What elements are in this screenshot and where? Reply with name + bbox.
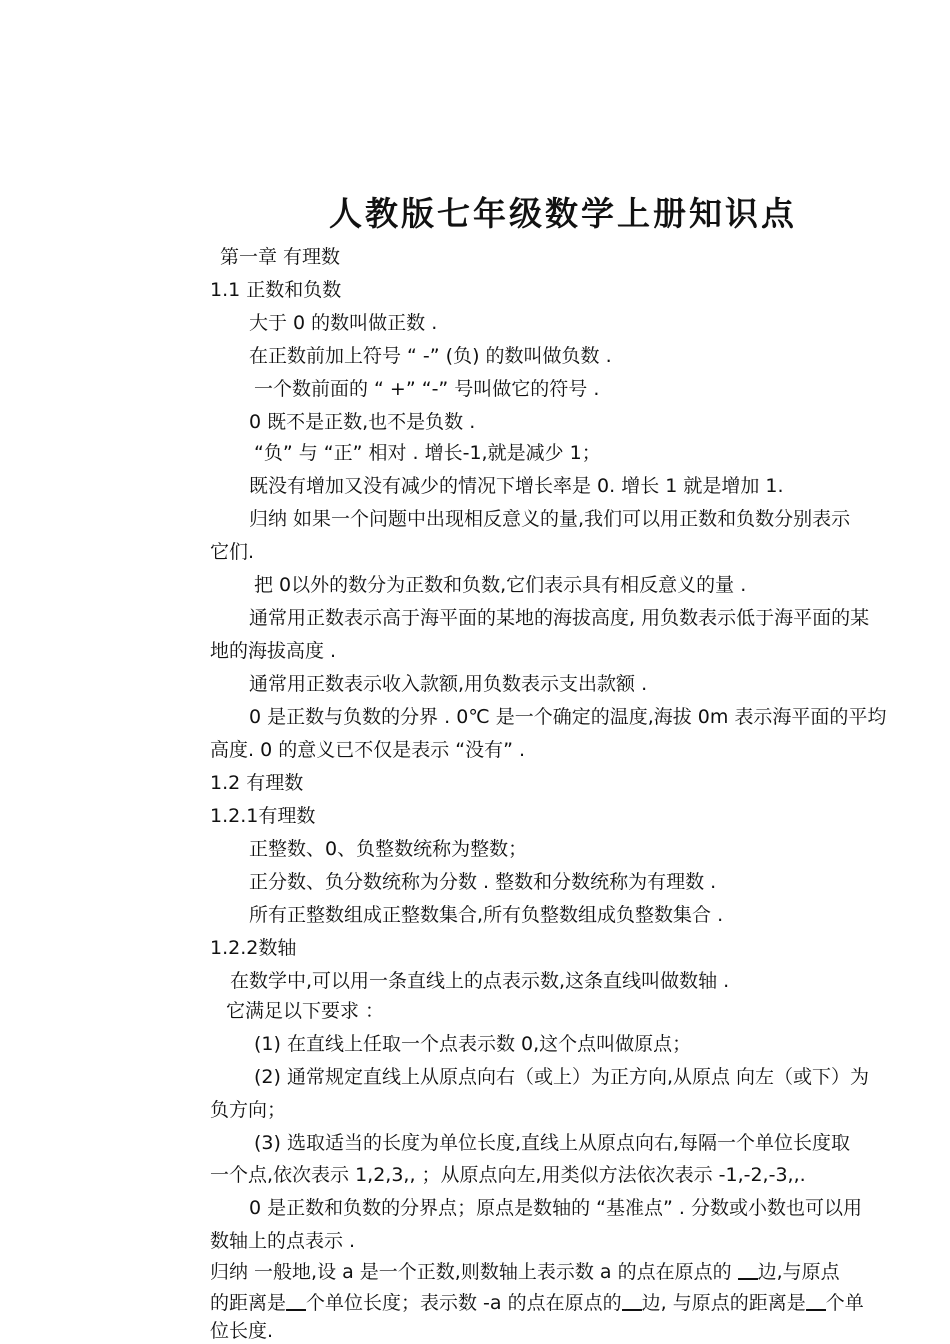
text-line: (1) 在直线上任取一个点表示数 0,这个点叫做原点；	[254, 1033, 692, 1055]
text-line: 0 是正数和负数的分界点；原点是数轴的 “基准点” . 分数或小数也可以用	[249, 1197, 862, 1219]
text-line: 在正数前加上符号 “ -” (负) 的数叫做负数 .	[249, 345, 612, 367]
text-line: 它满足以下要求 ：	[226, 1000, 385, 1022]
fill-blank	[806, 1291, 826, 1311]
text-line: (3) 选取适当的长度为单位长度,直线上从原点向右,每隔一个单位长度取	[254, 1132, 851, 1154]
chapter-heading: 第一章 有理数	[220, 246, 341, 268]
text-line: 通常用正数表示高于海平面的某地的海拔高度, 用负数表示低于海平面的某	[249, 607, 870, 629]
section-heading: 1.2 有理数	[210, 772, 304, 794]
text-line: 地的海拔高度 .	[210, 640, 337, 662]
text-line: 把 0以外的数分为正数和负数,它们表示具有相反意义的量 .	[254, 574, 747, 596]
text-fragment: 边, 与原点的距离是	[641, 1292, 806, 1314]
text-line: “负” 与 “正” 相对 . 增长-1,就是减少 1；	[254, 442, 601, 464]
text-line: 所有正整数组成正整数集合,所有负整数组成负整数集合 .	[249, 904, 724, 926]
text-line: 0 既不是正数,也不是负数 .	[249, 411, 476, 433]
text-line: 负方向；	[210, 1099, 287, 1121]
text-line	[210, 1290, 864, 1316]
text-fragment: 个单	[825, 1292, 864, 1314]
text-line	[210, 1259, 840, 1285]
text-fragment: 个单位长度；表示数 -a 的点在原点的	[306, 1292, 622, 1314]
text-fragment: 归纳 一般地,设 a 是一个正数,则数轴上表示数 a 的点在原点的	[210, 1261, 732, 1283]
text-line: 大于 0 的数叫做正数 .	[249, 312, 438, 334]
section-heading: 1.1 正数和负数	[210, 279, 342, 301]
text-line: 位长度.	[210, 1320, 274, 1342]
fill-blank	[738, 1260, 758, 1280]
document-title: 人教版七年级数学上册知识点	[329, 194, 797, 233]
text-line: 既没有增加又没有减少的情况下增长率是 0. 增长 1 就是增加 1.	[249, 475, 784, 497]
text-line: 0 是正数与负数的分界 . 0℃ 是一个确定的温度,海拔 0m 表示海平面的平均	[249, 706, 887, 728]
text-line: (2) 通常规定直线上从原点向右（或上）为正方向,从原点 向左（或下）为	[254, 1066, 870, 1088]
text-line: 正分数、负分数统称为分数 . 整数和分数统称为有理数 .	[249, 871, 717, 893]
fill-blank	[286, 1291, 306, 1311]
text-line: 高度. 0 的意义已不仅是表示 “没有” .	[210, 739, 526, 761]
text-line: 正整数、0、负整数统称为整数；	[249, 838, 528, 860]
text-line: 数轴上的点表示 .	[210, 1230, 356, 1252]
text-line: 一个点,依次表示 1,2,3,, ；从原点向左,用类似方法依次表示 -1,-2,-3,,.	[210, 1164, 806, 1186]
text-line: 在数学中,可以用一条直线上的点表示数,这条直线叫做数轴 .	[230, 970, 730, 992]
fill-blank	[622, 1291, 642, 1311]
text-line: 通常用正数表示收入款额,用负数表示支出款额 .	[249, 673, 648, 695]
subsection-heading: 1.2.2数轴	[210, 937, 297, 959]
text-fragment: 边,与原点	[757, 1261, 840, 1283]
text-fragment: 的距离是	[210, 1292, 287, 1314]
text-line: 归纳 如果一个问题中出现相反意义的量,我们可以用正数和负数分别表示	[249, 508, 851, 530]
subsection-heading: 1.2.1有理数	[210, 805, 316, 827]
text-line: 一个数前面的 “ +” “-” 号叫做它的符号 .	[254, 378, 600, 400]
text-line: 它们.	[210, 541, 255, 563]
